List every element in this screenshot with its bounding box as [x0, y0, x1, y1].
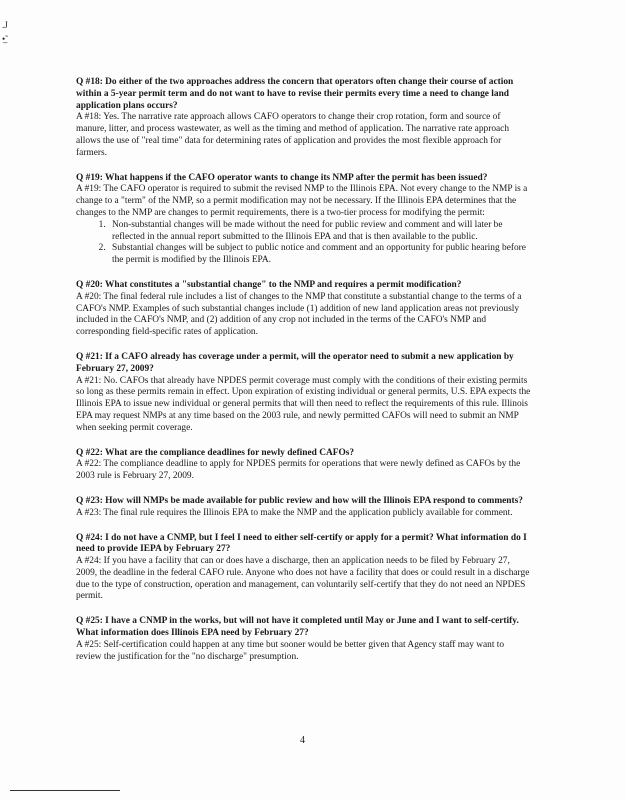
page-number: 4: [300, 735, 305, 746]
answer: A #21: No. CAFOs that already have NPDES permit coverage must comply with the conditions of their existing permits so long as these permits remain in effect. Upon expiration of existing individual or general permits, U.S. EPA expects the Illinois EPA to issue new individual or general permits that will then need to reflect the requirements of this rule. Illinois EPA may request NMPs at any time based on the 2003 rule, and newly permitted CAFOs will need to submit an NMP when seeking permit coverage.: [76, 375, 531, 433]
faq-content: [76, 77, 531, 676]
question: Q #21: If a CAFO already has coverage under a permit, will the operator need to submit a new application by February 27, 2009?: [76, 351, 514, 374]
corner-mark: .J: [2, 20, 8, 30]
list-item: 1. Non-substantial changes will be made without the need for public review and comment and will later be reflected in the annual report submitted to the Illinois EPA and that is then available to the public.: [108, 220, 531, 244]
answer: A #25: Self-certification could happen at any time but sooner would be better given that Agency staff may want to review the justification for the "no discharge" presumption.: [76, 639, 505, 662]
question: Q #18: Do either of the two approaches address the concern that operators often change their course of action within a 5-year permit term and do not want to have to revise their permits every time a need to change land application plans occurs?: [76, 77, 514, 111]
qa-item-21: [76, 352, 531, 435]
question: Q #24: I do not have a CNMP, but I feel I need to either self-certify or apply for a permit? What information do I need to provide IEPA by February 27?: [76, 532, 527, 555]
corner-mark: •̲̃: [2, 34, 6, 44]
answer: A #18: Yes. The narrative rate approach allows CAFO operators to change their crop rotation, form and source of manure, litter, and process wastewater, as well as the timing and method of application. The narrative rate approach allows the use of "real time" data for determining rates of application and provides the most flexible approach for farmers.: [76, 112, 510, 158]
list-item: 2. Substantial changes will be subject to public notice and comment and an opportunity for public hearing before the permit is modified by the Illinois EPA.: [108, 243, 531, 267]
qa-item-23: [76, 496, 531, 520]
qa-item-19: [76, 173, 531, 267]
qa-item-22: [76, 448, 531, 483]
question: Q #22: What are the compliance deadlines for newly defined CAFOs?: [76, 447, 355, 458]
question: Q #25: I have a CNMP in the works, but will not have it completed until May or June and I want to self-certify. What information does Illinois EPA need by February 27?: [76, 616, 519, 639]
qa-item-25: [76, 616, 531, 663]
footnote-rule: [10, 790, 120, 791]
qa-item-24: [76, 533, 531, 604]
question: Q #19: What happens if the CAFO operator wants to change its NMP after the permit has been issued?: [76, 172, 488, 183]
answer: A #24: If you have a facility that can or does have a discharge, then an application needs to be filed by February 27, 2009, the deadline in the federal CAFO rule. Anyone who does not have a facility that does or could result in a discharge due to the type of construction, operation and management, can voluntarily self-certify that they do not need an NPDES permit.: [76, 556, 530, 602]
answer: A #23: The final rule requires the Illinois EPA to make the NMP and the application publicly available for comment.: [76, 507, 513, 518]
qa-item-18: [76, 77, 531, 160]
answer: A #22: The compliance deadline to apply for NPDES permits for operations that were newly defined as CAFOs by the 2003 rule is February 27, 2009.: [76, 459, 521, 482]
qa-item-20: [76, 280, 531, 339]
answer: A #19: The CAFO operator is required to submit the revised NMP to the Illinois EPA. Not every change to the NMP is a change to a "term" of the NMP, so a permit modification may not be necessary. If the Illinois EPA determines that the changes to the NMP are changes to permit requirements, there is a two-tier process for modifying the permit:: [76, 184, 528, 218]
change-tier-list: [76, 220, 531, 267]
question: Q #23: How will NMPs be made available for public review and how will the Illinois EPA respond to comments?: [76, 495, 523, 506]
question: Q #20: What constitutes a "substantial change" to the NMP and requires a permit modification?: [76, 279, 462, 290]
answer: A #20: The final federal rule includes a list of changes to the NMP that constitute a substantial change to the terms of a CAFO's NMP. Examples of such substantial changes include (1) addition of new land application areas not previously included in the CAFO's NMP, and (2) addition of any crop not included in the terms of the CAFO's NMP and corresponding field-specific rates of application.: [76, 291, 522, 338]
